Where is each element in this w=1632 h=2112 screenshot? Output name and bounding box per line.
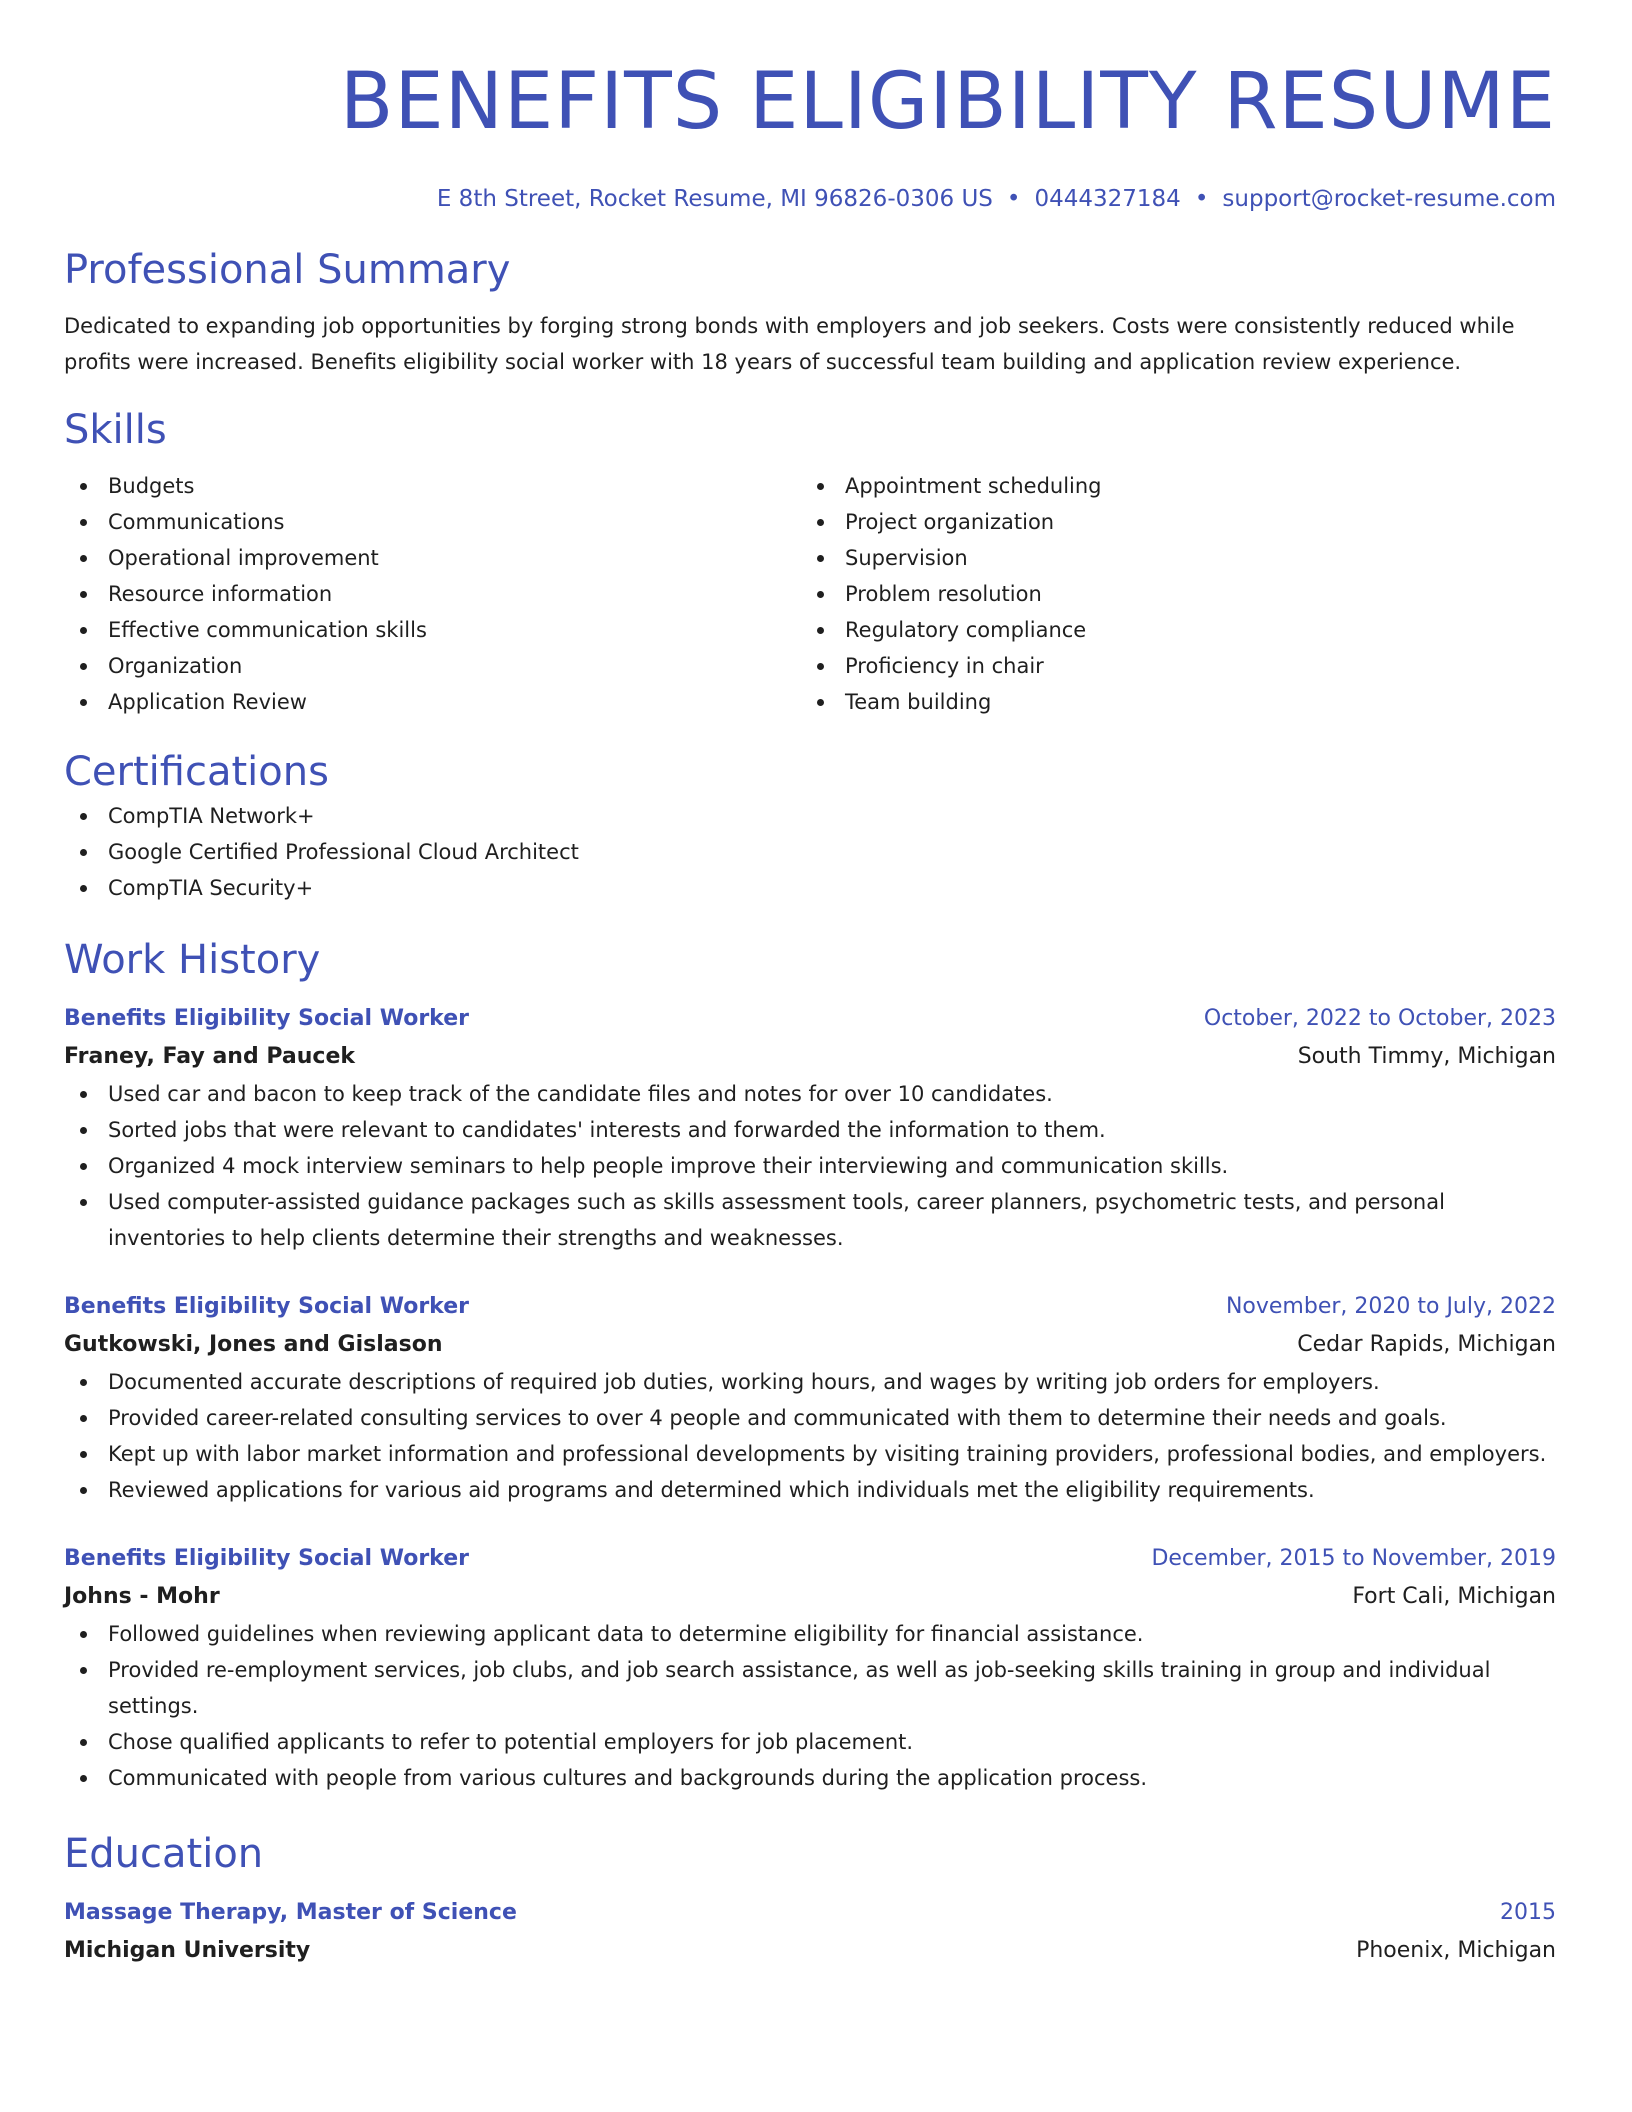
contact-address: E 8th Street, Rocket Resume, MI 96826-0306 US — [436, 186, 993, 212]
job-bullet: Kept up with labor market information and professional developments by visiting training providers, professional bodies, and employers. — [64, 1436, 1556, 1472]
contact-separator: • — [1006, 186, 1021, 212]
job-company-row — [64, 1326, 1556, 1364]
skill-item: Operational improvement — [64, 540, 801, 576]
education-heading: Education — [64, 1831, 264, 1877]
job-bullet: Sorted jobs that were relevant to candidates' interests and forwarded the information to them. — [64, 1112, 1556, 1148]
job-entry — [64, 1000, 1556, 1256]
skill-item: Project organization — [801, 504, 1538, 540]
skill-item: Resource information — [64, 576, 801, 612]
skill-item: Appointment scheduling — [801, 468, 1538, 504]
skills-section — [64, 404, 1556, 720]
education-entry — [64, 1894, 1556, 1970]
job-bullet: Communicated with people from various cultures and backgrounds during the application process. — [64, 1760, 1556, 1796]
contact-email[interactable]: support@rocket-resume.com — [1222, 186, 1556, 212]
job-company-row — [64, 1578, 1556, 1616]
skill-item: Communications — [64, 504, 801, 540]
education-school-row — [64, 1932, 1556, 1970]
skill-item: Organization — [64, 648, 801, 684]
job-location: South Timmy, Michigan — [1297, 1044, 1556, 1069]
summary-heading: Professional Summary — [64, 247, 511, 293]
job-bullets — [64, 1076, 1556, 1256]
job-company: Gutkowski, Jones and Gislason — [64, 1332, 443, 1357]
education-degree-row — [64, 1894, 1556, 1932]
certifications-list — [64, 798, 1556, 906]
work-history-heading: Work History — [64, 937, 321, 983]
skill-item: Application Review — [64, 684, 801, 720]
job-bullet: Provided re-employment services, job clubs, and job search assistance, as well as job-seeking skills training in group and individual settings. — [64, 1652, 1556, 1724]
job-location: Fort Cali, Michigan — [1352, 1584, 1556, 1609]
job-title-row — [64, 1288, 1556, 1326]
certification-item: Google Certified Professional Cloud Architect — [64, 834, 1556, 870]
job-bullet: Used car and bacon to keep track of the candidate files and notes for over 10 candidates. — [64, 1076, 1556, 1112]
job-location: Cedar Rapids, Michigan — [1297, 1332, 1556, 1357]
job-bullets — [64, 1364, 1556, 1508]
summary-text: Dedicated to expanding job opportunities by forging strong bonds with employers and job seekers. Costs were consistently reduced while profits were increased. Benefits eligibility social worker with 18 years of successful team building and application review experience. — [64, 314, 1515, 374]
skill-item: Team building — [801, 684, 1538, 720]
job-entry — [64, 1288, 1556, 1508]
resume-page — [64, 0, 1556, 1970]
job-bullets — [64, 1616, 1556, 1796]
skill-item: Effective communication skills — [64, 612, 801, 648]
work-history-section — [64, 934, 1556, 1796]
job-dates: November, 2020 to July, 2022 — [1225, 1294, 1556, 1319]
certification-item: CompTIA Network+ — [64, 798, 1556, 834]
skill-item: Problem resolution — [801, 576, 1538, 612]
job-title-row — [64, 1000, 1556, 1038]
contact-phone: 0444327184 — [1034, 186, 1181, 212]
education-school: Michigan University — [64, 1938, 311, 1963]
education-year: 2015 — [1500, 1900, 1556, 1925]
job-company-row — [64, 1038, 1556, 1076]
summary-section — [64, 244, 1556, 380]
skill-item: Regulatory compliance — [801, 612, 1538, 648]
job-bullet: Documented accurate descriptions of required job duties, working hours, and wages by writing job orders for employers. — [64, 1364, 1556, 1400]
job-company: Franey, Fay and Paucek — [64, 1044, 356, 1069]
skill-item: Budgets — [64, 468, 801, 504]
certification-item: CompTIA Security+ — [64, 870, 1556, 906]
job-dates: October, 2022 to October, 2023 — [1203, 1006, 1556, 1031]
job-title: Benefits Eligibility Social Worker — [64, 1294, 469, 1319]
education-degree: Massage Therapy, Master of Science — [64, 1900, 517, 1925]
job-dates: December, 2015 to November, 2019 — [1151, 1546, 1556, 1571]
contact-separator: • — [1194, 186, 1209, 212]
certifications-section — [64, 746, 1556, 906]
resume-header — [64, 54, 1556, 214]
job-company: Johns - Mohr — [64, 1584, 220, 1609]
resume-title: BENEFITS ELIGIBILITY RESUME — [339, 57, 1556, 147]
job-title-row — [64, 1540, 1556, 1578]
job-entry — [64, 1540, 1556, 1796]
skills-heading: Skills — [64, 407, 167, 453]
skill-item: Supervision — [801, 540, 1538, 576]
skills-list-left — [64, 468, 801, 720]
job-bullet: Chose qualified applicants to refer to potential employers for job placement. — [64, 1724, 1556, 1760]
job-bullet: Used computer-assisted guidance packages such as skills assessment tools, career planners, psychometric tests, and personal inventories to help clients determine their strengths and weaknesses. — [64, 1184, 1556, 1256]
certifications-heading: Certifications — [64, 749, 329, 795]
skills-grid — [64, 468, 1556, 720]
skill-item: Proficiency in chair — [801, 648, 1538, 684]
contact-line — [64, 184, 1556, 214]
job-bullet: Reviewed applications for various aid programs and determined which individuals met the eligibility requirements. — [64, 1472, 1556, 1508]
job-bullet: Organized 4 mock interview seminars to help people improve their interviewing and communication skills. — [64, 1148, 1556, 1184]
education-section — [64, 1828, 1556, 1970]
job-bullet: Followed guidelines when reviewing applicant data to determine eligibility for financial assistance. — [64, 1616, 1556, 1652]
skills-list-right — [801, 468, 1538, 720]
job-title: Benefits Eligibility Social Worker — [64, 1546, 469, 1571]
job-title: Benefits Eligibility Social Worker — [64, 1006, 469, 1031]
education-location: Phoenix, Michigan — [1356, 1938, 1556, 1963]
job-bullet: Provided career-related consulting services to over 4 people and communicated with them to determine their needs and goals. — [64, 1400, 1556, 1436]
